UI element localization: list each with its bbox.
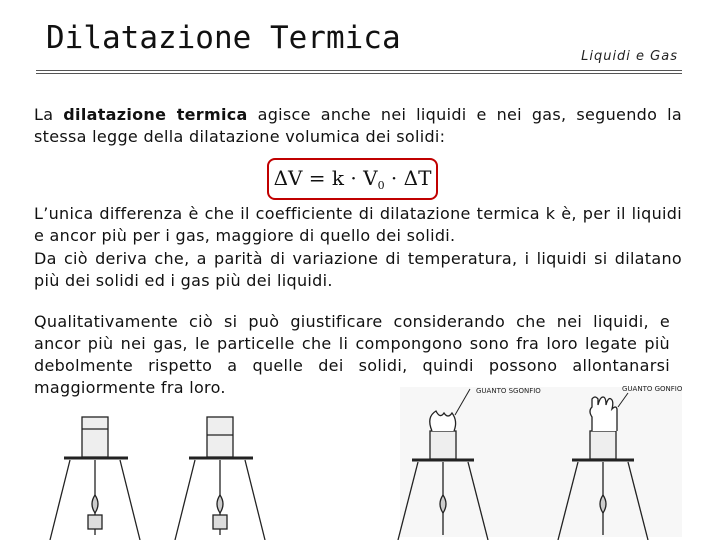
intro-suffix: agisce anche nei liquidi e nei gas, seguendo la stessa legge della dilatazione volumica dei solidi: xyxy=(34,105,682,146)
paragraph-consequence: Da ciò deriva che, a parità di variazione di temperatura, i liquidi si dilatano più dei solidi ed i gas più dei liquidi. xyxy=(34,249,682,290)
formula-lhs: ΔV = k · V xyxy=(273,166,378,190)
label-glove-inflated: GUANTO GONFIO xyxy=(622,385,683,393)
title-underline-top xyxy=(36,70,682,71)
paragraph-intro xyxy=(34,104,682,148)
experiment-illustration xyxy=(0,385,720,540)
illustration-background xyxy=(400,387,682,537)
setup-beaker-1 xyxy=(50,417,140,540)
paragraph-qualitative: Qualitativamente ciò si può giustificare considerando che nei liquidi, e ancor più nei gas, le particelle che li compongono sono fra loro legate più debolmente rispetto a quelle dei solidi, quindi possono allontanarsi maggiormente fra loro. xyxy=(34,312,670,397)
paragraph-difference: L’unica differenza è che il coefficiente di dilatazione termica k è, per il liquidi e ancor più per i gas, maggiore di quello dei solidi. xyxy=(34,204,682,245)
intro-prefix: La xyxy=(34,105,64,124)
formula-box xyxy=(267,158,438,200)
formula xyxy=(274,166,432,192)
intro-emphasis: dilatazione termica xyxy=(63,105,248,124)
formula-subscript: 0 xyxy=(377,179,385,192)
slide-subtitle: Liquidi e Gas xyxy=(581,49,678,64)
title-underline-bottom xyxy=(36,73,682,74)
formula-rhs: · ΔT xyxy=(384,166,432,190)
label-glove-deflated: GUANTO SGONFIO xyxy=(476,387,541,395)
slide-title: Dilatazione Termica xyxy=(46,20,401,56)
setup-beaker-2 xyxy=(175,417,265,540)
